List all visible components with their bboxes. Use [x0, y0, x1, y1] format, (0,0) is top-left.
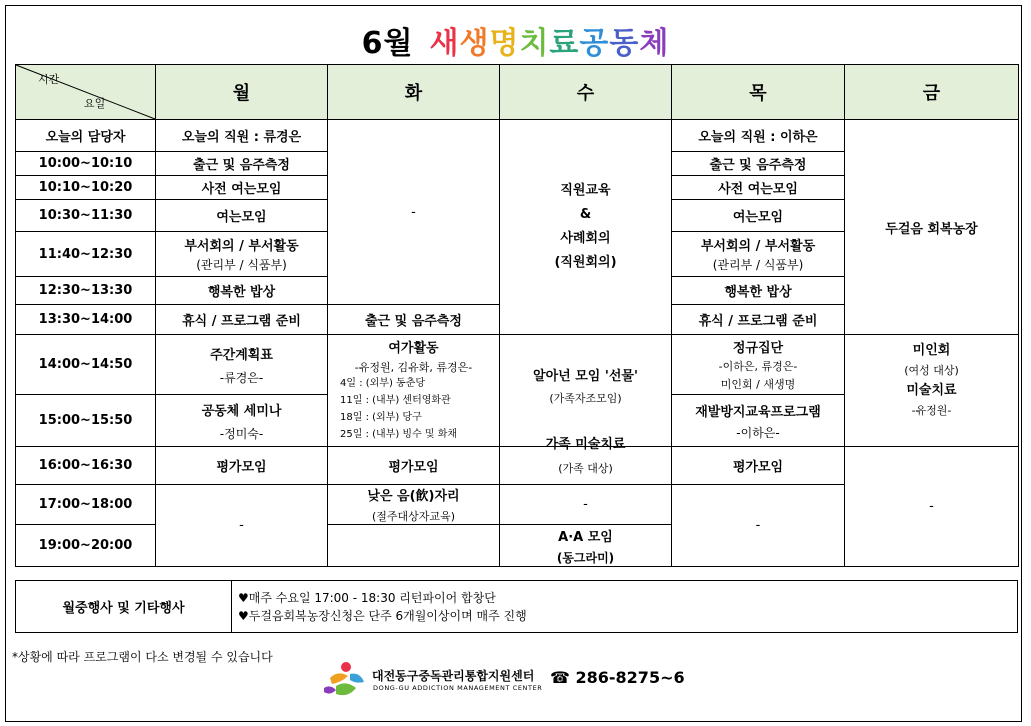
events-label: 월중행사 및 기타행사 — [16, 581, 232, 633]
thu-cell-sub: -이하은- — [736, 426, 780, 440]
time-cell: 14:00~14:50 — [16, 335, 156, 395]
tue-leisure-cell — [328, 335, 500, 447]
thu-cell — [672, 335, 845, 395]
tue-cell: 출근 및 음주측정 — [328, 305, 500, 335]
fri-cell-title: 미인회 — [912, 343, 951, 358]
thu-cell: 여는모임 — [672, 200, 845, 232]
fri-cell-sub: (여성 대상) — [904, 364, 959, 377]
fri-evening-cell: - — [845, 447, 1019, 567]
mon-cell: 행복한 밥상 — [156, 277, 328, 305]
time-cell: 15:00~15:50 — [16, 395, 156, 447]
wed-morning-cell — [500, 120, 672, 335]
mon-cell — [156, 232, 328, 277]
title-char: 치 — [519, 26, 550, 61]
center-logo-icon — [322, 660, 368, 702]
title-char: 공 — [579, 26, 610, 61]
wed-cell-sub: (가족자조모임) — [549, 392, 622, 405]
schedule-table — [15, 64, 1019, 567]
mon-cell-sub: -정미숙- — [219, 426, 264, 441]
table-row — [16, 447, 1019, 485]
fri-cell-title: 미술치료 — [906, 383, 957, 398]
mon-cell: 출근 및 음주측정 — [156, 152, 328, 176]
mon-cell-sub: (관리부 / 식품부) — [196, 258, 287, 272]
thu-cell: 평가모임 — [672, 447, 845, 485]
title-char: 새 — [429, 26, 460, 61]
mon-cell: 여는모임 — [156, 200, 328, 232]
mon-cell: 평가모임 — [156, 447, 328, 485]
leisure-item: 4일 : (외부) 동춘당 — [340, 378, 426, 389]
fri-morning-cell: 두걸음 회복농장 — [845, 120, 1019, 335]
thu-cell — [672, 232, 845, 277]
time-cell: 10:00~10:10 — [16, 152, 156, 176]
fri-cell — [845, 335, 1019, 447]
table-row — [16, 120, 1019, 152]
day-header-fri: 금 — [845, 65, 1019, 120]
mon-cell: 사전 여는모임 — [156, 176, 328, 200]
time-cell: 오늘의 담당자 — [16, 120, 156, 152]
wed-art-cell — [500, 437, 672, 485]
title-char: 생 — [459, 26, 490, 61]
tue-morning-cell: - — [328, 120, 500, 305]
thu-cell: 사전 여는모임 — [672, 176, 845, 200]
wed-cell — [500, 525, 672, 567]
wed-cell: - — [500, 485, 672, 525]
wed-art-title: 가족 미술치료 — [545, 437, 626, 452]
leisure-item: 11일 : (내부) 센터영화관 — [340, 395, 451, 406]
mon-cell-sub: -류경은- — [219, 370, 264, 385]
time-cell: 10:30~11:30 — [16, 200, 156, 232]
mon-cell — [156, 335, 328, 395]
event-item: ♥두걸음회복농장신청은 단주 6개월이상이며 매주 진행 — [238, 608, 527, 623]
events-table — [15, 580, 1018, 633]
title-char: 동 — [609, 26, 640, 61]
thu-evening-cell: - — [672, 485, 845, 567]
thu-cell-title: 정규집단 — [732, 341, 784, 356]
title-char: 체 — [639, 26, 670, 61]
title-month: 6월 — [361, 26, 414, 61]
day-header-thu: 목 — [672, 65, 845, 120]
corner-day-label: 요일 — [84, 97, 106, 110]
tue-cell: 평가모임 — [328, 447, 500, 485]
wed-block-line: 직원교육 — [560, 183, 611, 198]
footer-note: *상황에 따라 프로그램이 다소 변경될 수 있습니다 — [12, 650, 273, 664]
leisure-item: 25일 : (내부) 빙수 및 화채 — [340, 429, 458, 440]
day-header-wed: 수 — [500, 65, 672, 120]
thu-cell: 오늘의 직원 : 이하은 — [672, 120, 845, 152]
thu-cell-sub: (관리부 / 식품부) — [712, 258, 804, 272]
page-title — [0, 18, 1031, 62]
thu-cell: 출근 및 음주측정 — [672, 152, 845, 176]
title-char: 료 — [549, 26, 580, 61]
tue-cell-title: 낮은 음(飮)자리 — [367, 489, 460, 504]
leisure-item: 18일 : (외부) 당구 — [340, 412, 422, 423]
time-cell: 13:30~14:00 — [16, 305, 156, 335]
mon-cell-title: 부서회의 / 부서활동 — [184, 239, 299, 254]
tue-cell-empty — [328, 525, 500, 567]
mon-cell-title: 주간계획표 — [210, 347, 273, 363]
thu-cell: 행복한 밥상 — [672, 277, 845, 305]
title-name — [429, 26, 669, 61]
thu-cell-title: 재발방지교육프로그램 — [695, 405, 821, 420]
day-header-mon: 월 — [156, 65, 328, 120]
time-cell: 12:30~13:30 — [16, 277, 156, 305]
fri-cell-sub: -유정원- — [911, 404, 952, 417]
time-cell: 10:10~10:20 — [16, 176, 156, 200]
leisure-names: -유정원, 김유화, 류경은- — [354, 361, 473, 374]
events-content — [232, 581, 1018, 633]
table-row — [16, 335, 1019, 395]
corner-cell — [16, 65, 156, 120]
time-cell: 17:00~18:00 — [16, 485, 156, 525]
mon-cell-title: 공동체 세미나 — [201, 403, 282, 419]
wed-cell — [500, 335, 672, 447]
thu-cell — [672, 395, 845, 447]
mon-evening-cell: - — [156, 485, 328, 567]
thu-cell: 휴식 / 프로그램 준비 — [672, 305, 845, 335]
tue-cell — [328, 485, 500, 525]
thu-cell-sub: 미인회 / 새생명 — [720, 378, 796, 391]
title-char: 명 — [489, 26, 520, 61]
mon-cell — [156, 395, 328, 447]
corner-time-label: 시간 — [38, 73, 60, 86]
wed-cell-title: A·A 모임 — [558, 529, 613, 545]
wed-cell-title: 알아넌 모임 '선물' — [533, 369, 638, 384]
thu-cell-title: 부서회의 / 부서활동 — [700, 239, 816, 254]
day-header-tue: 화 — [328, 65, 500, 120]
header-row — [16, 65, 1019, 120]
phone-number: ☎ 286-8275~6 — [550, 668, 685, 687]
wed-art-sub: (가족 대상) — [558, 462, 613, 475]
wed-cell-sub: (동그라미) — [556, 550, 615, 565]
wed-block-line: & — [579, 207, 592, 222]
tue-cell-sub: (절주대상자교육) — [372, 510, 455, 523]
leisure-title: 여가활동 — [388, 341, 439, 356]
mon-cell: 오늘의 직원 : 류경은 — [156, 120, 328, 152]
wed-block-line: (직원회의) — [554, 255, 617, 270]
center-name: 대전동구중독관리통합지원센터 — [372, 669, 535, 683]
time-cell: 19:00~20:00 — [16, 525, 156, 567]
time-cell: 16:00~16:30 — [16, 447, 156, 485]
wed-block-line: 사례회의 — [560, 231, 611, 246]
center-english-name: DONG-GU ADDICTION MANAGEMENT CENTER — [373, 684, 543, 692]
mon-cell: 휴식 / 프로그램 준비 — [156, 305, 328, 335]
event-item: ♥매주 수요일 17:00 - 18:30 리턴파이어 합창단 — [238, 590, 496, 605]
time-cell: 11:40~12:30 — [16, 232, 156, 277]
thu-cell-sub: -이하은, 류경은- — [718, 360, 798, 373]
